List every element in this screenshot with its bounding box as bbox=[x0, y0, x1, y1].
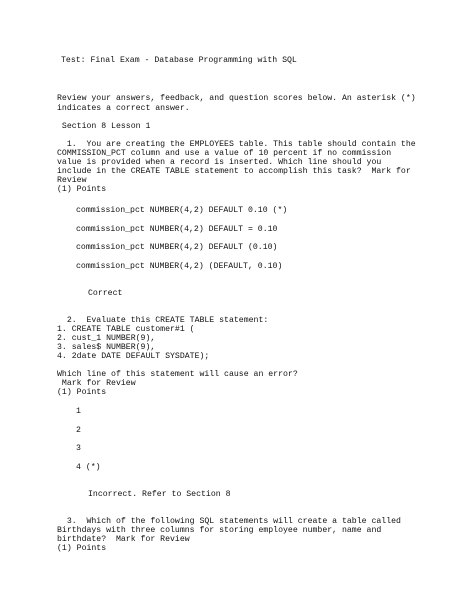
question-3-text: 3. Which of the following SQL statements will create a table called bbox=[57, 517, 401, 526]
question-1-option-4: commission_pct NUMBER(4,2) (DEFAULT, 0.10) bbox=[76, 262, 283, 271]
section-heading: Section 8 Lesson 1 bbox=[57, 122, 151, 131]
question-1-feedback: Correct bbox=[88, 289, 123, 298]
exam-title: Test: Final Exam - Database Programming with SQL bbox=[61, 56, 297, 65]
question-2-option-1: 1 bbox=[76, 407, 81, 416]
question-2-option-3: 3 bbox=[76, 444, 81, 453]
question-2-option-4: 4 (*) bbox=[76, 463, 101, 472]
question-1-points: (1) Points bbox=[57, 185, 107, 194]
question-1-option-2: commission_pct NUMBER(4,2) DEFAULT = 0.10 bbox=[76, 225, 278, 234]
question-2-feedback: Incorrect. Refer to Section 8 bbox=[88, 490, 231, 499]
question-1-option-3: commission_pct NUMBER(4,2) DEFAULT (0.10) bbox=[76, 243, 278, 252]
question-2-points: (1) Points bbox=[57, 388, 107, 397]
question-1-text: value is provided when a record is inserted. Which line should you bbox=[57, 158, 382, 167]
question-1-text: include in the CREATE TABLE statement to accomplish this task? Mark for bbox=[57, 167, 411, 176]
question-3-points: (1) Points bbox=[57, 544, 107, 553]
question-1-text: 1. You are creating the EMPLOYEES table. This table should contain the bbox=[57, 140, 416, 149]
question-2-code-line-4: 4. 2date DATE DEFAULT SYSDATE); bbox=[57, 352, 210, 361]
question-3-text: Birthdays with three columns for storing employee number, name and bbox=[57, 526, 382, 535]
question-1-mark-for-review: Review bbox=[57, 176, 87, 185]
question-2-prompt: Which line of this statement will cause an error? bbox=[57, 370, 298, 379]
question-2-code-line-1: 1. CREATE TABLE customer#1 ( bbox=[57, 325, 195, 334]
question-2-mark-for-review: Mark for Review bbox=[57, 379, 136, 388]
intro-text-line-1: Review your answers, feedback, and question scores below. An asterisk (*) bbox=[57, 94, 416, 103]
question-1-text: COMMISSION_PCT column and use a value of 10 percent if no commission bbox=[57, 149, 392, 158]
question-2-text: 2. Evaluate this CREATE TABLE statement: bbox=[57, 316, 269, 325]
question-2-option-2: 2 bbox=[76, 426, 81, 435]
intro-text-line-2: indicates a correct answer. bbox=[57, 104, 190, 113]
question-2-code-line-3: 3. sales$ NUMBER(9), bbox=[57, 343, 156, 352]
question-3-text: birthdate? Mark for Review bbox=[57, 535, 190, 544]
question-1-option-1: commission_pct NUMBER(4,2) DEFAULT 0.10 (*) bbox=[76, 206, 288, 215]
question-2-code-line-2: 2. cust_1 NUMBER(9), bbox=[57, 334, 156, 343]
